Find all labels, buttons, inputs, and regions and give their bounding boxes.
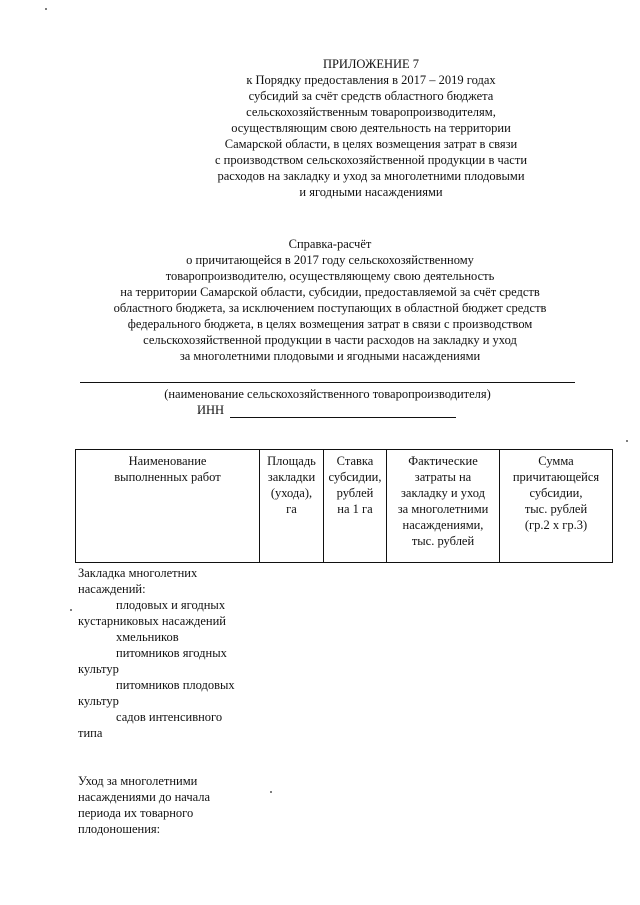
column-header-works: Наименование выполненных работ bbox=[76, 450, 260, 563]
column-header-area: Площадь закладки (ухода), га bbox=[260, 450, 324, 563]
inn-label: ИНН bbox=[197, 403, 225, 417]
appendix-line: с производством сельскохозяйственной продукции в части bbox=[214, 153, 528, 167]
column-header-actual-costs: Фактические затраты на закладку и уход за многолетними насаждениями, тыс. рублей bbox=[387, 450, 500, 563]
producer-name-caption: (наименование сельскохозяйственного товаропроизводителя) bbox=[164, 387, 491, 401]
scan-speck bbox=[270, 791, 272, 793]
certificate-line: товаропроизводителю, осуществляющему свою деятельность bbox=[165, 269, 495, 283]
certificate-heading bbox=[60, 236, 600, 364]
appendix-line: осуществляющим свою деятельность на территории bbox=[231, 121, 511, 135]
section-planting-header: Закладка многолетних насаждений: bbox=[78, 566, 198, 596]
certificate-line: на территории Самарской области, субсидии, предоставляемой за счёт средств bbox=[120, 285, 540, 299]
scan-speck bbox=[45, 8, 47, 10]
certificate-line: федерального бюджета, в целях возмещения затрат в связи с производством bbox=[127, 317, 533, 331]
list-item: садов интенсивного типа bbox=[78, 710, 223, 740]
inn-row bbox=[197, 402, 456, 418]
inn-field[interactable] bbox=[230, 403, 456, 418]
appendix-line: расходов на закладку и уход за многолетними плодовыми bbox=[217, 169, 525, 183]
certificate-line: за многолетними плодовыми и ягодными насаждениями bbox=[179, 349, 481, 363]
column-header-rate: Ставка субсидии, рублей на 1 га bbox=[324, 450, 387, 563]
scan-speck bbox=[70, 609, 72, 611]
appendix-line: субсидий за счёт средств областного бюджета bbox=[248, 89, 494, 103]
certificate-line: о причитающейся в 2017 году сельскохозяйственному bbox=[186, 253, 474, 267]
scan-speck bbox=[626, 440, 628, 442]
list-item: питомников ягодных культур bbox=[78, 646, 227, 676]
list-item: хмельников bbox=[116, 630, 179, 644]
certificate-line: областного бюджета, за исключением поступающих в областной бюджет средств bbox=[113, 301, 547, 315]
appendix-line: Самарской области, в целях возмещения затрат в связи bbox=[224, 137, 518, 151]
appendix-header bbox=[180, 56, 562, 200]
producer-name-field[interactable] bbox=[80, 382, 575, 383]
appendix-line: сельскохозяйственным товаропроизводителям, bbox=[246, 105, 496, 119]
works-table bbox=[75, 449, 613, 563]
appendix-line: и ягодными насаждениями bbox=[299, 185, 443, 199]
certificate-line: сельскохозяйственной продукции в части расходов на закладку и уход bbox=[143, 333, 517, 347]
section-care-header: Уход за многолетними насаждениями до начала периода их товарного плодоношения: bbox=[78, 774, 211, 836]
table-header-row bbox=[76, 450, 613, 563]
works-list bbox=[78, 565, 258, 837]
appendix-line: к Порядку предоставления в 2017 – 2019 годах bbox=[246, 73, 496, 87]
list-item: питомников плодовых культур bbox=[78, 678, 235, 708]
column-header-subsidy-sum: Сумма причитающейся субсидии, тыс. рублей (гр.2 х гр.3) bbox=[500, 450, 613, 563]
list-item: плодовых и ягодных кустарниковых насаждений bbox=[78, 598, 226, 628]
appendix-title: ПРИЛОЖЕНИЕ 7 bbox=[322, 57, 420, 71]
certificate-title: Справка-расчёт bbox=[288, 237, 372, 251]
